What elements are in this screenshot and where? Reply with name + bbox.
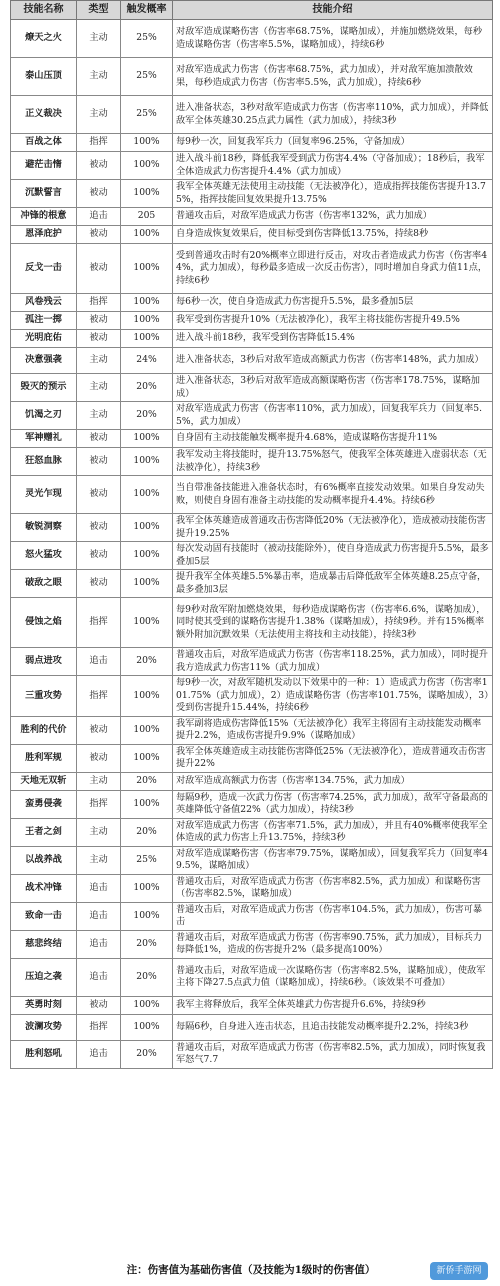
skill-name-cell: 破敌之眼: [11, 570, 77, 598]
trigger-probability-cell: 100%: [121, 676, 173, 717]
skill-description-cell: 进入准备状态，3秒对敌军造成武力伤害（伤害率110%，武力加成），并降低敌军全体英雄30.25点武力属性（武力加成），持续3秒: [173, 96, 493, 134]
skill-description-cell: 每9秒一次，对敌军随机发动以下效果中的一种：1）造成武力伤害（伤害率101.75%（武力加成），2）造成谋略伤害（伤害率101.75%，谋略加成），3）受到伤害提升15.44%，持续6秒: [173, 676, 493, 717]
skill-description-cell: 对敌军造成武力伤害（伤害率71.5%，武力加成），并且有40%概率使我军全体造成的武力伤害上升13.75%，持续3秒: [173, 818, 493, 846]
table-row: [11, 902, 493, 930]
skill-type-cell: 追击: [77, 1040, 121, 1068]
skill-name-cell: 恩泽庇护: [11, 226, 77, 244]
skill-name-cell: 孤注一掷: [11, 312, 77, 330]
skill-table: [10, 0, 493, 1069]
skill-description-cell: 自身造成恢复效果后，使目标受到伤害降低13.75%，持续8秒: [173, 226, 493, 244]
table-row: [11, 744, 493, 772]
skill-type-cell: 追击: [77, 902, 121, 930]
skill-name-cell: 以战养战: [11, 846, 77, 874]
trigger-probability-cell: 20%: [121, 402, 173, 430]
skill-name-cell: 胜利军规: [11, 744, 77, 772]
trigger-probability-cell: 100%: [121, 902, 173, 930]
table-row: [11, 20, 493, 58]
table-row: [11, 374, 493, 402]
skill-table-container: [10, 0, 492, 1069]
skill-type-cell: 主动: [77, 846, 121, 874]
header-trigger-probability: 触发概率: [121, 1, 173, 20]
table-row: [11, 180, 493, 208]
skill-name-cell: 光明庇佑: [11, 330, 77, 348]
skill-name-cell: 反戈一击: [11, 244, 77, 294]
skill-name-cell: 正义裁决: [11, 96, 77, 134]
trigger-probability-cell: 100%: [121, 312, 173, 330]
skill-type-cell: 被动: [77, 744, 121, 772]
skill-name-cell: 侵蚀之焰: [11, 598, 77, 648]
trigger-probability-cell: 100%: [121, 570, 173, 598]
table-row: [11, 312, 493, 330]
table-row: [11, 930, 493, 958]
skill-name-cell: 百战之体: [11, 134, 77, 152]
skill-type-cell: 被动: [77, 226, 121, 244]
trigger-probability-cell: 100%: [121, 294, 173, 312]
skill-type-cell: 指挥: [77, 790, 121, 818]
skill-type-cell: 主动: [77, 96, 121, 134]
skill-description-cell: 我军主将释放后，我军全体英雄武力伤害提升6.6%，持续9秒: [173, 996, 493, 1014]
skill-description-cell: 普通攻击后，对敌军造成一次谋略伤害（伤害率82.5%，谋略加成），使敌军主将下降27.5点武力值（谋略加成），持续6秒。（该效果不可叠加）: [173, 958, 493, 996]
skill-description-cell: 普通攻击后，对敌军造成武力伤害（伤害率90.75%，武力加成），目标兵力每降低1%，造成的伤害提升2%（最多提高100%）: [173, 930, 493, 958]
footnote: 注：伤害值为基础伤害值（及技能为1级时的伤害值）: [126, 1264, 376, 1276]
skill-name-cell: 三重攻势: [11, 676, 77, 717]
trigger-probability-cell: 100%: [121, 244, 173, 294]
table-row: [11, 294, 493, 312]
skill-description-cell: 进入准备状态，3秒后对敌军造成高额武力伤害（伤害率148%，武力加成）: [173, 348, 493, 374]
trigger-probability-cell: 100%: [121, 226, 173, 244]
skill-type-cell: 被动: [77, 180, 121, 208]
skill-description-cell: 我军全体英雄无法使用主动技能（无法被净化），造成指挥技能伤害提升13.75%，指挥技能回复效果提升13.75%: [173, 180, 493, 208]
skill-type-cell: 指挥: [77, 294, 121, 312]
skill-type-cell: 追击: [77, 648, 121, 676]
table-row: [11, 1014, 493, 1040]
table-row: [11, 716, 493, 744]
skill-description-cell: 对敌军造成谋略伤害（伤害率79.75%，谋略加成），回复我军兵力（回复率49.5%，谋略加成）: [173, 846, 493, 874]
trigger-probability-cell: 100%: [121, 430, 173, 448]
skill-name-cell: 决意强袭: [11, 348, 77, 374]
skill-description-cell: 进入战斗前18秒，我军受到伤害降低15.4%: [173, 330, 493, 348]
skill-description-cell: 我军受到伤害提升10%（无法被净化），我军主将技能伤害提升49.5%: [173, 312, 493, 330]
skill-name-cell: 风卷残云: [11, 294, 77, 312]
skill-type-cell: 追击: [77, 874, 121, 902]
skill-description-cell: 每9秒对敌军附加燃烧效果，每秒造成谋略伤害（伤害率6.6%，谋略加成），同时使其受到的谋略伤害提升1.38%（谋略加成），持续9秒。并有15%概率额外附加沉默效果（无法使用主将技和主动技能），持续3秒: [173, 598, 493, 648]
skill-description-cell: 我军全体英雄造成普通攻击伤害降低20%（无法被净化），造成被动技能伤害提升19.25%: [173, 514, 493, 542]
trigger-probability-cell: 20%: [121, 818, 173, 846]
table-row: [11, 598, 493, 648]
skill-type-cell: 主动: [77, 772, 121, 790]
trigger-probability-cell: 100%: [121, 514, 173, 542]
skill-name-cell: 波澜攻势: [11, 1014, 77, 1040]
header-skill-name: 技能名称: [11, 1, 77, 20]
skill-type-cell: 被动: [77, 152, 121, 180]
table-row: [11, 542, 493, 570]
skill-description-cell: 我军副将造成伤害降低15%（无法被净化）我军主将固有主动技能发动概率提升2.2%，造成伤害提升9.9%（谋略加成）: [173, 716, 493, 744]
skill-name-cell: 饥渴之刃: [11, 402, 77, 430]
skill-name-cell: 避茫击惰: [11, 152, 77, 180]
skill-type-cell: 被动: [77, 312, 121, 330]
skill-name-cell: 冲锋的根意: [11, 208, 77, 226]
skill-name-cell: 狂怒血脉: [11, 448, 77, 476]
skill-type-cell: 被动: [77, 996, 121, 1014]
skill-description-cell: 普通攻击后，对敌军造成武力伤害（伤害率118.25%，武力加成），同时提升我方造成武力伤害11%（武力加成）: [173, 648, 493, 676]
skill-description-cell: 普通攻击后，对敌军造成武力伤害（伤害率82.5%，武力加成）和谋略伤害（伤害率82.5%，谋略加成）: [173, 874, 493, 902]
skill-type-cell: 追击: [77, 930, 121, 958]
table-row: [11, 570, 493, 598]
table-row: [11, 430, 493, 448]
skill-description-cell: 自身固有主动技能触发概率提升4.68%，造成谋略伤害提升11%: [173, 430, 493, 448]
skill-description-cell: 对敌军造成武力伤害（伤害率110%，武力加成），回复我军兵力（回复率5.5%，武力加成）: [173, 402, 493, 430]
skill-type-cell: 被动: [77, 514, 121, 542]
skill-type-cell: 主动: [77, 818, 121, 846]
table-row: [11, 818, 493, 846]
table-row: [11, 448, 493, 476]
skill-table-body: [11, 20, 493, 1069]
table-row: [11, 772, 493, 790]
table-row: [11, 676, 493, 717]
skill-description-cell: 受到普通攻击时有20%概率立即进行反击，对攻击者造成武力伤害（伤害率44%，武力加成），每秒最多造成一次反击伤害），同时增加自身武力值11点，持续6秒: [173, 244, 493, 294]
trigger-probability-cell: 100%: [121, 1014, 173, 1040]
skill-type-cell: 被动: [77, 570, 121, 598]
skill-type-cell: 主动: [77, 402, 121, 430]
skill-description-cell: 每隔6秒，自身进入连击状态，且追击技能发动概率提升2.2%，持续3秒: [173, 1014, 493, 1040]
skill-name-cell: 毁灭的预示: [11, 374, 77, 402]
skill-type-cell: 指挥: [77, 1014, 121, 1040]
skill-description-cell: 普通攻击后，对敌军造成武力伤害（伤害率132%，武力加成）: [173, 208, 493, 226]
trigger-probability-cell: 100%: [121, 180, 173, 208]
skill-description-cell: 每6秒一次，使自身造成武力伤害提升5.5%，最多叠加5层: [173, 294, 493, 312]
trigger-probability-cell: 100%: [121, 542, 173, 570]
skill-name-cell: 英勇时刻: [11, 996, 77, 1014]
trigger-probability-cell: 24%: [121, 348, 173, 374]
site-watermark-logo: 新侨手游网: [430, 1262, 488, 1280]
skill-name-cell: 慈悲终结: [11, 930, 77, 958]
table-row: [11, 134, 493, 152]
table-row: [11, 330, 493, 348]
table-row: [11, 96, 493, 134]
skill-type-cell: 指挥: [77, 134, 121, 152]
skill-type-cell: 被动: [77, 430, 121, 448]
skill-type-cell: 主动: [77, 20, 121, 58]
skill-description-cell: 我军发动主将技能时，提升13.75%怒气，使我军全体英雄进入虚弱状态（无法被净化），持续3秒: [173, 448, 493, 476]
table-row: [11, 348, 493, 374]
trigger-probability-cell: 100%: [121, 448, 173, 476]
skill-description-cell: 当自带准备技能进入准备状态时，有6%概率直接发动效果。如果自身发动失败，则使自身固有准备主动技能的发动概率提升4.4%。持续6秒: [173, 476, 493, 514]
skill-description-cell: 每次发动固有技能时（被动技能除外），使自身造成武力伤害提升5.5%，最多叠加5层: [173, 542, 493, 570]
trigger-probability-cell: 100%: [121, 874, 173, 902]
skill-name-cell: 胜利怒吼: [11, 1040, 77, 1068]
table-row: [11, 152, 493, 180]
skill-name-cell: 致命一击: [11, 902, 77, 930]
trigger-probability-cell: 25%: [121, 846, 173, 874]
skill-name-cell: 蛮勇侵袭: [11, 790, 77, 818]
trigger-probability-cell: 100%: [121, 476, 173, 514]
table-row: [11, 874, 493, 902]
skill-type-cell: 被动: [77, 330, 121, 348]
skill-description-cell: 每9秒一次，回复我军兵力（回复率96.25%，守备加成）: [173, 134, 493, 152]
trigger-probability-cell: 25%: [121, 20, 173, 58]
trigger-probability-cell: 100%: [121, 996, 173, 1014]
trigger-probability-cell: 100%: [121, 330, 173, 348]
skill-type-cell: 主动: [77, 374, 121, 402]
skill-name-cell: 弱点进攻: [11, 648, 77, 676]
skill-type-cell: 追击: [77, 958, 121, 996]
skill-type-cell: 被动: [77, 542, 121, 570]
skill-type-cell: 被动: [77, 448, 121, 476]
skill-type-cell: 指挥: [77, 598, 121, 648]
skill-description-cell: 普通攻击后，对敌军造成武力伤害（伤害率82.5%，武力加成），同时恢复我军怒气7.7: [173, 1040, 493, 1068]
table-row: [11, 226, 493, 244]
skill-type-cell: 主动: [77, 348, 121, 374]
skill-name-cell: 灵光乍现: [11, 476, 77, 514]
skill-name-cell: 战术冲锋: [11, 874, 77, 902]
skill-description-cell: 对敌军造成谋略伤害（伤害率68.75%，谋略加成），并施加燃烧效果，每秒造成谋略伤害（伤害率5.5%，谋略加成），持续6秒: [173, 20, 493, 58]
table-row: [11, 58, 493, 96]
trigger-probability-cell: 100%: [121, 716, 173, 744]
skill-type-cell: 被动: [77, 476, 121, 514]
trigger-probability-cell: 25%: [121, 58, 173, 96]
trigger-probability-cell: 20%: [121, 1040, 173, 1068]
skill-name-cell: 怒火猛攻: [11, 542, 77, 570]
trigger-probability-cell: 100%: [121, 790, 173, 818]
table-row: [11, 996, 493, 1014]
skill-type-cell: 主动: [77, 58, 121, 96]
table-row: [11, 208, 493, 226]
skill-description-cell: 每隔9秒，造成一次武力伤害（伤害率74.25%，武力加成），敌军守备最高的英雄降低守备值22%（武力加成），持续3秒: [173, 790, 493, 818]
skill-description-cell: 提升我军全体英雄5.5%暴击率，造成暴击后降低敌军全体英雄8.25点守备，最多叠加3层: [173, 570, 493, 598]
skill-type-cell: 指挥: [77, 676, 121, 717]
skill-name-cell: 压迫之袭: [11, 958, 77, 996]
trigger-probability-cell: 20%: [121, 648, 173, 676]
table-row: [11, 1040, 493, 1068]
skill-type-cell: 追击: [77, 208, 121, 226]
table-row: [11, 790, 493, 818]
trigger-probability-cell: 20%: [121, 772, 173, 790]
table-row: [11, 958, 493, 996]
skill-description-cell: 对敌军造成武力伤害（伤害率68.75%，武力加成），并对敌军施加溃散效果，每秒造成武力伤害（伤害率5.5%，武力加成），持续6秒: [173, 58, 493, 96]
skill-type-cell: 被动: [77, 716, 121, 744]
trigger-probability-cell: 20%: [121, 930, 173, 958]
table-row: [11, 846, 493, 874]
skill-name-cell: 军神赠礼: [11, 430, 77, 448]
skill-name-cell: 燎天之火: [11, 20, 77, 58]
skill-name-cell: 敏锐洞察: [11, 514, 77, 542]
table-row: [11, 244, 493, 294]
skill-type-cell: 被动: [77, 244, 121, 294]
table-row: [11, 476, 493, 514]
trigger-probability-cell: 20%: [121, 374, 173, 402]
skill-description-cell: 对敌军造成高额武力伤害（伤害率134.75%，武力加成）: [173, 772, 493, 790]
header-type: 类型: [77, 1, 121, 20]
trigger-probability-cell: 20%: [121, 958, 173, 996]
table-row: [11, 402, 493, 430]
skill-name-cell: 天地无双斩: [11, 772, 77, 790]
skill-name-cell: 胜利的代价: [11, 716, 77, 744]
trigger-probability-cell: 100%: [121, 152, 173, 180]
skill-description-cell: 进入准备状态，3秒后对敌军造成高额谋略伤害（伤害率178.75%，谋略加成）: [173, 374, 493, 402]
skill-description-cell: 进入战斗前18秒，降低我军受到武力伤害4.4%（守备加成）；18秒后，我军全体造成武力伤害提升4.4%（武力加成）: [173, 152, 493, 180]
trigger-probability-cell: 100%: [121, 744, 173, 772]
table-row: [11, 648, 493, 676]
trigger-probability-cell: 100%: [121, 598, 173, 648]
trigger-probability-cell: 25%: [121, 96, 173, 134]
header-skill-description: 技能介绍: [173, 1, 493, 20]
skill-name-cell: 泰山压顶: [11, 58, 77, 96]
skill-description-cell: 我军全体英雄造成主动技能伤害降低25%（无法被净化），造成普通攻击伤害提升22%: [173, 744, 493, 772]
skill-name-cell: 沉默誓言: [11, 180, 77, 208]
skill-description-cell: 普通攻击后，对敌军造成武力伤害（伤害率104.5%，武力加成），伤害可暴击: [173, 902, 493, 930]
trigger-probability-cell: 205: [121, 208, 173, 226]
trigger-probability-cell: 100%: [121, 134, 173, 152]
skill-name-cell: 王者之剑: [11, 818, 77, 846]
table-header-row: [11, 1, 493, 20]
table-row: [11, 514, 493, 542]
